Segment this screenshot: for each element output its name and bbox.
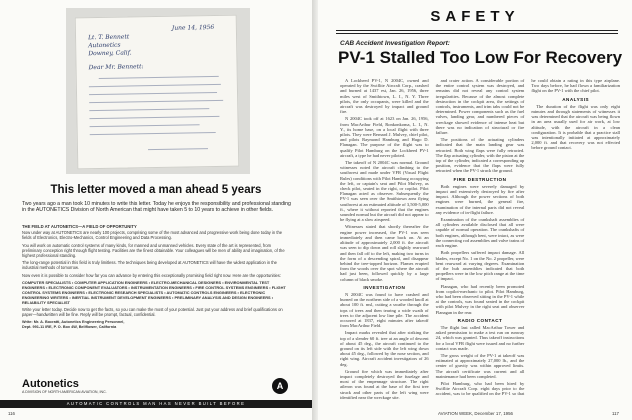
ad-headline: This letter moved a man ahead 5 years [50,184,262,196]
brand-name: Autonetics [22,378,79,390]
letter-salutation: Dear Mr. Bennett: [88,63,144,72]
job-openings-list: COMPUTER SPECIALISTS • COMPUTER APPLICATION ENGINEERS • ELECTRO-MECHANICAL DESIGNERS • ENVIRONMENTAL TEST ENGINEERS • ELECTRONIC COMPONENT EVALUATORS • INSTRUMENTATION ENGINEERS • FIRE CONTROL SYSTEMS ENGINEERS • FLIGHT CONTROL SYSTEMS ENGINEERS • ELECTRONIC RESEARCH SPECIALISTS • AUTOMATIC CONTROLS ENGINEERS • ELECTRONIC ENGINEERING WRITERS • INERTIAL INSTRUMENT DEVELOPMENT ENGINEERS • PRELIMINARY ANALYSIS AND DESIGN ENGINEERS • RELIABILITY SPECIALIST [22,279,286,305]
advertisement-page [0,0,312,420]
brand-subtitle: A DIVISION OF NORTH AMERICAN AVIATION, INC. [22,390,107,394]
subheading-fire-destruction: FIRE DESTRUCTION [453,176,507,182]
subheading-investigation: INVESTIGATION [363,284,406,290]
letter-date: June 14, 1956 [171,23,215,32]
subheading-radio-contact: RADIO CONTACT [457,317,503,323]
article-paragraph: Pilot Hamburg, who had been hired by Swiflite Aircraft Corp. eight days prior to the accident, was to be qualified on the PV-1 so that he could obtain a rating in this type airplane. Two days before, he had flown a familiarization flight on the PV-1 with the chief pilot. [435,78,620,397]
article-paragraph: Flanagan, who had recently been promoted from copilot-mechanic to pilot. Pilot Hamburg, who had been observed sitting in the PV-1 while at the controls, was found seated in the cockpit with pilot Mulvey in the right seat and observer Flanagan in the rear. [435,283,525,315]
brand-block [22,378,292,396]
signature-line [148,148,208,150]
section-heading: THE FIELD AT AUTONETICS—A FIELD OF OPPORTUNITY [22,224,137,229]
page-footer: AVIATION WEEK, December 17, 1956 [438,411,513,416]
divider [336,33,618,34]
divider [336,30,618,31]
script-line [99,76,219,79]
article-paragraph: The takeoff of N 2004C was normal. Ground witnesses noted the aircraft climbing to the southwest and made under VFR (Visual Flight Rules) conditions with Pilot Hamburg occupying the left, or captain's seat and Pilot Mulvey, as check pilot, seated in the right, or copilot. Pilot Flanagan acted as observer. Subsequently the PV-1 was seen over the Smithtown area flying southwest at an estimated altitude of 3,500-5,000 ft., where it without reported that the engines sounded normal but the aircraft did not appear to be flying at a slow airspeed. [340,160,429,223]
script-line [89,84,221,87]
script-line [90,132,216,135]
ad-paragraph: Now under way at AUTONETICS are nearly 100 projects, comprising some of the most advanced and progressive work being done today in the fields of Electronics, Electro-Mechanics, Control Engineering and Data Processing. [22,230,283,241]
handwritten-letter [75,15,240,170]
subheading-analysis: ANALYSIS [562,96,590,102]
article-paragraph: Ground fire which was immediately after impact completely destroyed the fuselage and most of the empennage structure. The right aileron was found at the base of the first tree struck and other parts of the left wing were identified near the wreckage site. [340,368,429,400]
ad-body [22,224,292,329]
ad-closing: Write your letter today. Decide now to get the facts, so you can make the most of your potential. Just put your address and brief qualifications on paper—handwritten will be fine. Reply will be prompt, factual, confidential. [22,307,283,318]
script-line [89,92,217,95]
letter-line: Downey, Calif. [88,49,132,58]
article-paragraph: N 2004C took off at 1623 on Jan. 26, 1956, from MacArthur Field, Ronkonkoma, L. I., N. Y., its home base, on a local flight with three pilots. They were Bernard J. Mulvey, chief pilot, and pilots Raymond Hamburg and Hugo D. Flanagan. The purpose of the flight was to qualify Pilot Hamburg on the Lockheed PV-1 aircraft, a type he had never piloted. [340,116,429,158]
ad-paragraph: You will work on automatic control systems of many kinds, for manned and unmanned vehicles. Every state of the art is represented, from preliminary conception right through flight testing. Facilities are the finest obtainable. Your colleagues will be men of ability and imagination, of the highest professional standing. [22,242,285,258]
ad-paragraph: Now even it is possible to consider how far you can advance by entering this exceptionally promising field right now. Here are the opportunities: [22,272,281,278]
script-line [89,116,219,119]
script-line [89,100,223,103]
article-paragraph: The positions of the actuating cylinders indicated that the main landing gear was retracted. Both wing flaps were fully retracted. The flap actuating cylinder, with the piston at the top of the cylinder, indicated a corresponding up position, evidence that the flaps were fully retracted when the PV-1 struck the ground. [435,137,525,174]
letter-line: Lt. T. Bennett [87,33,130,42]
article-paragraph: The flight last called MacArthur Tower and asked permission to make a test run on runway 24, which was granted. Thus takeoff instructions for a local VFR flight were issued and no further contact was made. [435,324,525,351]
letter-line: Autonetics [88,41,121,50]
article-paragraph: The gross weight of the PV-1 at takeoff was estimated at approximately 27,000 lb., and the center of gravity was within approved limits. The aircraft certificate was current and all maintenance had been completed. [435,352,525,379]
bottom-strip: AUTOMATIC CONTROLS MAN HAS NEVER BUILT BEFORE [0,400,312,408]
article-body [340,78,620,400]
article-kicker: CAB Accident Investigation Report: [340,40,450,47]
autonetics-logo-icon: A [272,378,288,394]
article-title: PV-1 Stalled Too Low For Recovery [338,48,623,67]
page-number: 116 [8,411,15,416]
section-title: SAFETY [430,8,520,25]
article-paragraph: N 2004C was found to have crashed and burned on the northern side of a wooded knoll at about 100 ft. msl, cutting a swathe through the tops of trees and then tearing a wide swath of trees to the adjacent low line pile. The accident occurred at 1837, eight minutes after takeoff from MacArthur Field. [340,291,429,329]
page-number: 117 [612,411,619,416]
article-paragraph: and crater action. A considerable portion of the entire control system was destroyed, and remains did not reveal any control system irregularities. Because of the almost complete destruction in the cockpit area, the settings of controls, instruments, and trim tabs could not be determined. Power components such as the fuel valves, landing gear, and numbered pieces of wreckage showed evidence of intense heat but there was no indication of structural or fire failure. [435,78,525,136]
contact-address: Dept. 991-11 IRE, P. O. Box 4W, Bellflower, California [22,324,117,329]
article-paragraph: Both engines were severely damaged by impact and extensively destroyed by fire after impact. Although the power sections of both engines were burned, the general fire, examination of the internal parts did not reveal any evidence of in-flight failure. [435,183,525,215]
contact-address: Write: Mr. A. Bocratti, Autonetics Engineering Personnel, [22,319,125,324]
article-paragraph: Witnesses stated that shortly thereafter the engine power increased, the PV-1 was seen immediately and then came back on. At an altitude of approximately 2,000 ft. the aircraft was seen to dip down and roll slightly rearward and then fall off to the left, making two turns in the form of a descending spiral, and disappear behind the tree-topped horizon. Flames erupted from the woods over the spot where the aircraft had just been, followed quickly by a large column of black smoke. [340,224,429,282]
article-paragraph: The duration of the flight was only eight minutes and through statements of witnesses it was determined that the aircraft was being flown in an area usually used for air work, at low altitude, with the aircraft in a clean configuration. It is probable that a practice stall was intentionally initiated at approximately 2,000 ft. and that recovery was not effected before ground contact. [531,103,620,151]
script-line [90,124,200,127]
letter-photo [66,8,250,174]
script-line [89,108,209,111]
article-page [318,0,632,420]
article-paragraph: A Lockheed PV-1, N 2004C, owned and operated by the Swiflite Aircraft Corp., crashed and burned at 1437 est, Jan. 26, 1956, three miles west of Smithtown, L. I., N. Y. Three pilots, the only occupants, were killed and the aircraft was destroyed by impact and ground fire. [340,78,429,115]
article-paragraph: Impact marks revealed that after striking the top of a slender 60 ft. tree at an angle of descent of about 45 deg., the aircraft continued to the ground on its left side with the left wing down about 45 deg., followed by the nose section, and right wing. Aircraft accident investigators of 26 deg. [340,330,429,367]
ad-intro: Two years ago a man took 10 minutes to write this letter. Today he enjoys the responsibility and professional standing in the AUTONETICS Division of North American that might have taken 5 to 10 years to achieve in other fields. [22,201,291,214]
ad-paragraph: The long-range potential in this field is truly limitless. The techniques being developed at AUTONETICS will have the widest application in the industrial methods of tomorrow. [22,260,277,271]
article-paragraph: Both propellers suffered impact damage. All blades, except No. 1 on the No. 2 propeller, were bent rearward at varying degrees. Examination of the hub assemblies indicated that both propellers were in the low pitch range at the time of impact. [435,250,525,282]
article-paragraph: Examination of the crankshaft assemblies of all cylinders available disclosed that all were capable of normal operation. The crankshafts of both engines, although bent, were intact, as were the connecting rod assemblies and valve trains of each engine. [435,217,525,249]
